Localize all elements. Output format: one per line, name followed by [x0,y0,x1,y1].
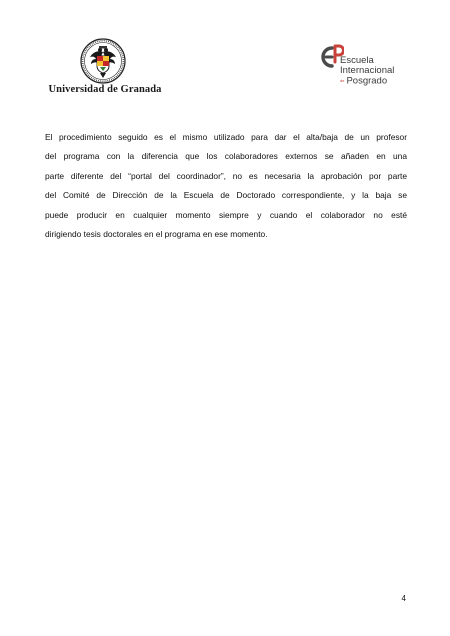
paragraph-line: El procedimiento seguido es el mismo utilizado para dar el alta/baja de un profesor [45,132,407,142]
escuela-internacional-de-posgrado-logo [318,42,418,92]
paragraph-line: del programa con la diferencia que los colaboradores externos se añaden en una [45,151,407,162]
logo-line-posgrado [340,76,394,87]
body-paragraph [45,128,407,244]
logo-line-internacional: Internacional [340,65,395,76]
posgrado-logo-text [340,56,394,87]
page-number: 4 [401,594,406,603]
logo-posgrado-word: Posgrado [346,75,388,87]
universidad-de-granada-logo [40,38,170,100]
university-name: Universidad de Granada [48,84,162,95]
paragraph-line: parte diferente del “portal del coordinador”, no es necesaria la aprobación por parte [45,170,407,181]
paragraph-line: del Comité de Dirección de la Escuela de Doctorado correspondiente, y la baja se [45,190,407,201]
logo-de-prefix: de [340,78,345,83]
paragraph-line: dirigiendo tesis doctorales en el programa en ese momento. [45,228,268,239]
logo-line-escuela: Escuela [340,55,374,66]
paragraph-line: puede producir en cualquier momento siempre y cuando el colaborador no esté [45,209,407,220]
ugr-coat-of-arms-icon [80,38,126,84]
